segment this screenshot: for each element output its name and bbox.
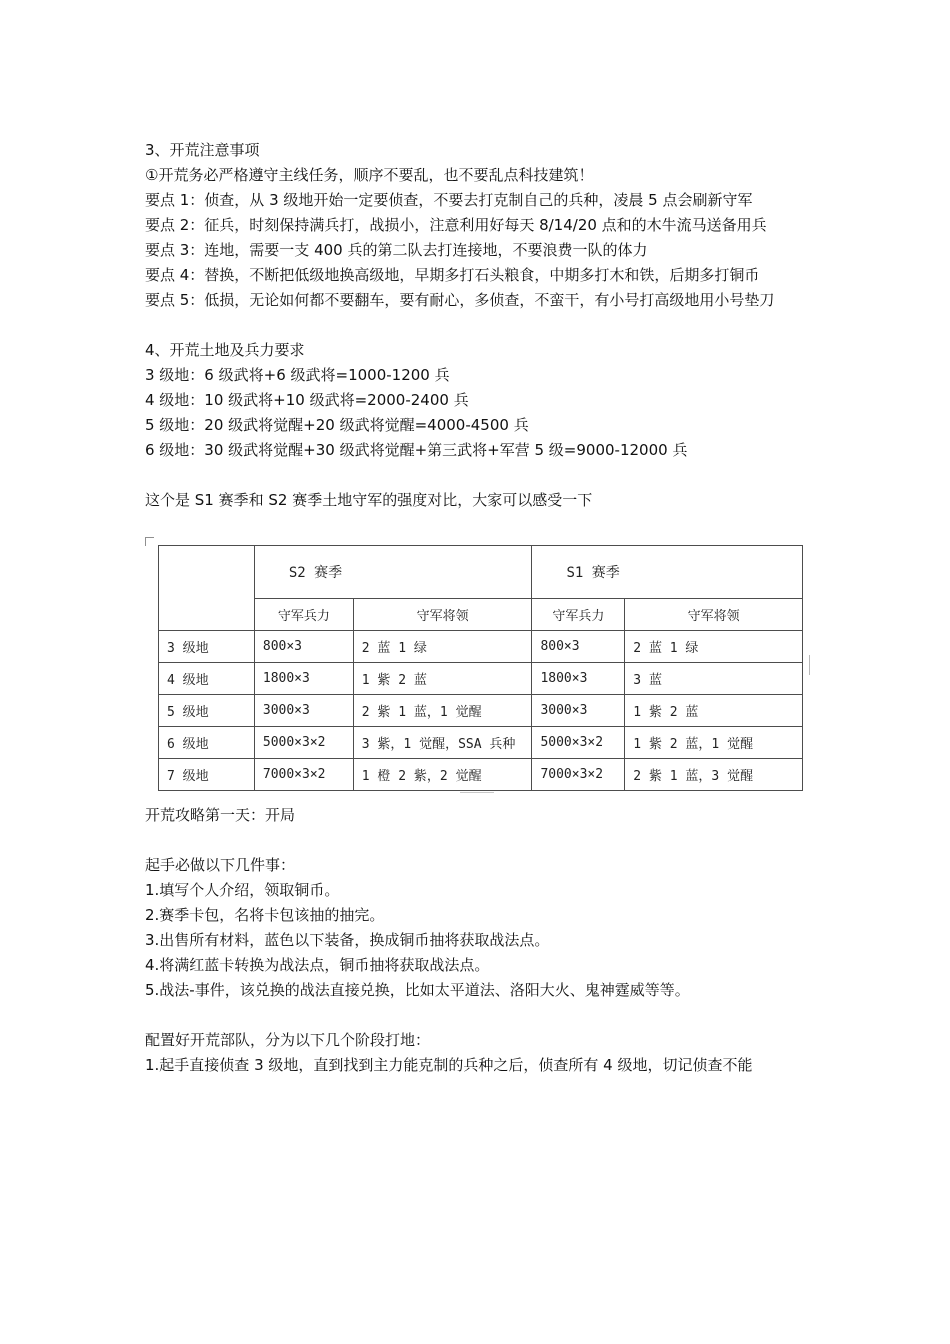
section-3-title: 3、开荒注意事项 bbox=[145, 141, 260, 159]
land-level-cell: 3 级地 bbox=[159, 631, 255, 663]
section-4-title: 4、开荒土地及兵力要求 bbox=[145, 341, 305, 359]
s1-general-cell: 2 蓝 1 绿 bbox=[625, 631, 803, 663]
season-s2-header: S2 赛季 bbox=[254, 546, 532, 599]
section-3-point-5: 要点 5：低损，无论如何都不要翻车，要有耐心，多侦查，不蛮干，有小号打高级地用小号垫刀 bbox=[145, 291, 775, 309]
s2-troop-cell: 1800×3 bbox=[254, 663, 353, 695]
must-do-item-3: 3.出售所有材料，蓝色以下装备，换成铜币抽将获取战法点。 bbox=[145, 931, 550, 949]
paragraph-gap bbox=[145, 463, 810, 488]
season-comparison-table-wrap bbox=[145, 537, 810, 793]
paragraph-gap bbox=[145, 793, 810, 803]
s2-troop-header: 守军兵力 bbox=[254, 599, 353, 631]
section-3-point-4: 要点 4：替换，不断把低级地换高级地，早期多打石头粮食，中期多打木和铁，后期多打铜币 bbox=[145, 266, 760, 284]
s2-general-header: 守军将领 bbox=[353, 599, 532, 631]
section-4-line-4: 6 级地：30 级武将觉醒+30 级武将觉醒+第三武将+军营 5 级=9000-12000 兵 bbox=[145, 441, 688, 459]
table-row bbox=[159, 663, 803, 695]
section-3-note-1: ①开荒务必严格遵守主线任务，顺序不要乱，也不要乱点科技建筑！ bbox=[145, 166, 594, 184]
paragraph-gap bbox=[145, 313, 810, 338]
land-level-cell: 4 级地 bbox=[159, 663, 255, 695]
table-right-mark bbox=[805, 655, 810, 675]
table-season-header-row bbox=[159, 546, 803, 599]
s1-troop-header: 守军兵力 bbox=[532, 599, 625, 631]
day1-title: 开荒攻略第一天：开局 bbox=[145, 806, 296, 824]
phase-first-line: 1.起手直接侦查 3 级地，直到找到主力能克制的兵种之后，侦查所有 4 级地，切记侦查不能 bbox=[145, 1056, 753, 1074]
section-3-point-2: 要点 2：征兵，时刻保持满兵打，战损小，注意利用好每天 8/14/20 点和的木牛流马送备用兵 bbox=[145, 216, 767, 234]
table-subheader-row bbox=[159, 599, 803, 631]
section-4-line-3: 5 级地：20 级武将觉醒+20 级武将觉醒=4000-4500 兵 bbox=[145, 416, 529, 434]
must-do-item-5: 5.战法-事件，该兑换的战法直接兑换，比如太平道法、洛阳大火、鬼神霆威等等。 bbox=[145, 981, 690, 999]
season-s1-header: S1 赛季 bbox=[532, 546, 803, 599]
table-row bbox=[159, 759, 803, 791]
s2-general-cell: 2 蓝 1 绿 bbox=[353, 631, 532, 663]
s1-troop-cell: 5000×3×2 bbox=[532, 727, 625, 759]
s1-general-cell: 1 紫 2 蓝，1 觉醒 bbox=[625, 727, 803, 759]
section-3-point-1: 要点 1：侦查，从 3 级地开始一定要侦查，不要去打克制自己的兵种，凌晨 5 点会刷新守军 bbox=[145, 191, 753, 209]
land-level-cell: 6 级地 bbox=[159, 727, 255, 759]
table-row bbox=[159, 695, 803, 727]
table-corner-mark bbox=[145, 537, 154, 546]
s1-general-cell: 1 紫 2 蓝 bbox=[625, 695, 803, 727]
s2-troop-cell: 800×3 bbox=[254, 631, 353, 663]
land-level-cell: 5 级地 bbox=[159, 695, 255, 727]
s1-troop-cell: 800×3 bbox=[532, 631, 625, 663]
s2-troop-cell: 7000×3×2 bbox=[254, 759, 353, 791]
table-row bbox=[159, 727, 803, 759]
s1-troop-cell: 1800×3 bbox=[532, 663, 625, 695]
s2-troop-cell: 3000×3 bbox=[254, 695, 353, 727]
s1-troop-cell: 3000×3 bbox=[532, 695, 625, 727]
s1-general-cell: 3 蓝 bbox=[625, 663, 803, 695]
s2-general-cell: 2 紫 1 蓝，1 觉醒 bbox=[353, 695, 532, 727]
must-do-title: 起手必做以下几件事： bbox=[145, 856, 296, 874]
section-4-line-1: 3 级地：6 级武将+6 级武将=1000-1200 兵 bbox=[145, 366, 450, 384]
paragraph-gap bbox=[145, 828, 810, 853]
must-do-item-4: 4.将满红蓝卡转换为战法点，铜币抽将获取战法点。 bbox=[145, 956, 490, 974]
document-page bbox=[145, 138, 810, 1078]
section-3-point-3: 要点 3：连地，需要一支 400 兵的第二队去打连接地，不要浪费一队的体力 bbox=[145, 241, 648, 259]
s1-general-cell: 2 紫 1 蓝，3 觉醒 bbox=[625, 759, 803, 791]
must-do-item-1: 1.填写个人介绍，领取铜币。 bbox=[145, 881, 340, 899]
s2-general-cell: 1 紫 2 蓝 bbox=[353, 663, 532, 695]
table-row bbox=[159, 631, 803, 663]
s2-troop-cell: 5000×3×2 bbox=[254, 727, 353, 759]
comparison-intro: 这个是 S1 赛季和 S2 赛季土地守军的强度对比，大家可以感受一下 bbox=[145, 491, 593, 509]
s1-troop-cell: 7000×3×2 bbox=[532, 759, 625, 791]
s2-general-cell: 3 紫，1 觉醒，SSA 兵种 bbox=[353, 727, 532, 759]
section-4-line-2: 4 级地：10 级武将+10 级武将=2000-2400 兵 bbox=[145, 391, 469, 409]
land-level-cell: 7 级地 bbox=[159, 759, 255, 791]
s1-general-header: 守军将领 bbox=[625, 599, 803, 631]
season-comparison-table bbox=[158, 545, 803, 791]
table-empty-header bbox=[159, 546, 255, 631]
paragraph-gap bbox=[145, 1003, 810, 1028]
s2-general-cell: 1 橙 2 紫，2 觉醒 bbox=[353, 759, 532, 791]
phase-title: 配置好开荒部队，分为以下几个阶段打地： bbox=[145, 1031, 431, 1049]
must-do-item-2: 2.赛季卡包，名将卡包该抽的抽完。 bbox=[145, 906, 385, 924]
